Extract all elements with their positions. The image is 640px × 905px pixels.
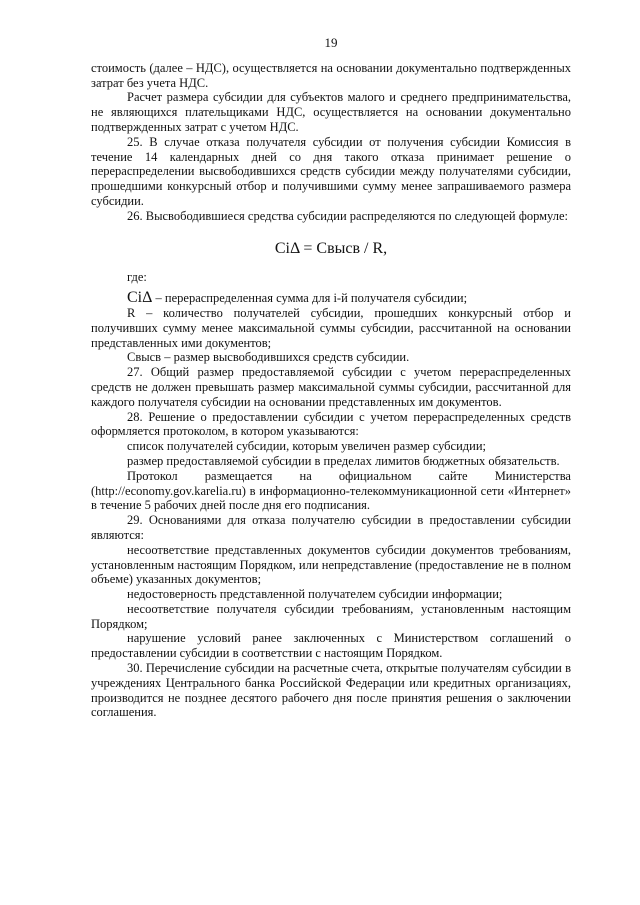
paragraph-subsidy-calculation: Расчет размера субсидии для субъектов малого и среднего предпринимательства, не являющихся плательщиками НДС, осуществляется на основании документально подтвержденных затрат с учетом НДС. [91, 90, 571, 134]
paragraph-29-item-2: недостоверность представленной получателем субсидии информации; [127, 587, 503, 602]
paragraph-25: 25. В случае отказа получателя субсидии от получения субсидии Комиссия в течение 14 календарных дней со дня такого отказа принимает решение о перераспределении высвободившихся средств субсидии между получателями субсидии, прошедшими конкурсный отбор и получившими сумму менее запрашиваемого размера субсидии. [91, 134, 571, 208]
paragraph-vat-cost: стоимость (далее – НДС), осуществляется на основании документально подтвержденных затрат без учета НДС. [91, 60, 571, 90]
page-number: 19 [324, 35, 338, 50]
paragraph-28: 28. Решение о предоставлении субсидии с учетом перераспределенных средств оформляется протоколом, в котором указываются: [91, 409, 571, 439]
paragraph-29-item-3: несоответствие получателя субсидии требованиям, установленным настоящим Порядком; [91, 601, 571, 631]
definition-r: R – количество получателей субсидии, прошедших конкурсный отбор и получивших сумму менее максимальной суммы субсидии, рассчитанной на основании представленных ими документов; [91, 305, 571, 350]
paragraph-30: 30. Перечисление субсидии на расчетные счета, открытые получателям субсидии в учреждениях Центрального банка Российской Федерации или кредитных организациях, производится не позднее десятого рабочего дня после принятия решения о заключении соглашения. [91, 661, 571, 720]
paragraph-29-item-4: нарушение условий ранее заключенных с Министерством соглашений о предоставлении субсидии в соответствии с настоящим Порядком. [91, 631, 571, 661]
definition-text: – перераспределенная сумма для i-й получателя субсидии; [152, 291, 468, 306]
paragraph-26: 26. Высвободившиеся средства субсидии распределяются по следующей формуле: [127, 208, 569, 223]
paragraph-29-item-1: несоответствие представленных документов субсидии документов требованиям, установленным настоящим Порядком, или непредставление (предоставление не в полном объеме) указанных документов; [91, 542, 571, 587]
document-page [91, 36, 571, 720]
where-label: где: [127, 270, 147, 285]
paragraph-29: 29. Основаниями для отказа получателю субсидии в предоставлении субсидии являются: [91, 513, 571, 542]
definition-svysv: Свысв – размер высвободившихся средств субсидии. [127, 350, 410, 365]
definition-symbol: CiΔ [127, 289, 153, 307]
paragraph-28-item-1: список получателей субсидии, которым увеличен размер субсидии; [127, 439, 486, 454]
paragraph-28-protocol: Протокол размещается на официальном сайте Министерства (http://economy.gov.karelia.ru) в информационно-телекоммуникационной сети «Интернет» в течение 5 рабочих дней после дня его подписания. [91, 468, 571, 513]
paragraph-28-item-2: размер предоставляемой субсидии в пределах лимитов бюджетных обязательств. [127, 453, 560, 468]
paragraph-27: 27. Общий размер предоставляемой субсидии с учетом перераспределенных средств не должен превышать размер максимальной суммы субсидии, рассчитанной для каждого получателя субсидии на основании представленных им документов. [91, 365, 571, 409]
formula: CiΔ = Свысв / R, [274, 239, 388, 257]
definition-cidelta [91, 291, 571, 306]
